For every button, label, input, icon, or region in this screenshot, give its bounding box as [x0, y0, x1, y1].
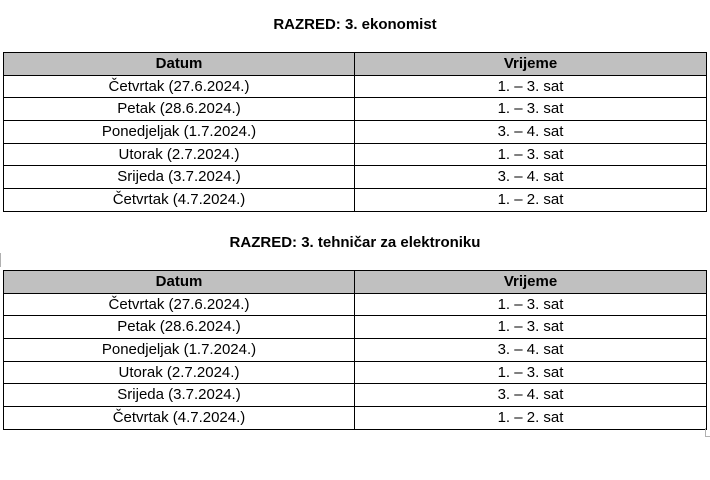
table-header-row: [4, 53, 707, 76]
paragraph-marker: [0, 253, 5, 267]
table-row: [4, 75, 707, 98]
table-row: [4, 98, 707, 121]
table-row: [4, 339, 707, 362]
date-cell: Ponedjeljak (1.7.2024.): [4, 121, 355, 144]
schedule-table-ekonomist: [3, 52, 707, 212]
date-cell: Utorak (2.7.2024.): [4, 143, 355, 166]
table-row: [4, 361, 707, 384]
table-row: [4, 293, 707, 316]
date-cell: Srijeda (3.7.2024.): [4, 384, 355, 407]
table-row: [4, 384, 707, 407]
section-title-elektronika: RAZRED: 3. tehničar za elektroniku: [229, 234, 481, 251]
table-end-marker: [705, 428, 710, 437]
table-header-row: [4, 271, 707, 294]
table-row: [4, 316, 707, 339]
table-row: [4, 189, 707, 212]
time-cell: 1. – 2. sat: [355, 407, 707, 430]
time-cell: 1. – 3. sat: [355, 316, 707, 339]
time-cell: 3. – 4. sat: [355, 384, 707, 407]
time-cell: 1. – 3. sat: [355, 75, 707, 98]
date-cell: Četvrtak (4.7.2024.): [4, 189, 355, 212]
date-cell: Petak (28.6.2024.): [4, 316, 355, 339]
table-row: [4, 121, 707, 144]
time-cell: 3. – 4. sat: [355, 339, 707, 362]
date-cell: Srijeda (3.7.2024.): [4, 166, 355, 189]
time-cell: 3. – 4. sat: [355, 166, 707, 189]
date-cell: Četvrtak (27.6.2024.): [4, 293, 355, 316]
time-cell: 1. – 3. sat: [355, 293, 707, 316]
table-row: [4, 166, 707, 189]
section-title-ekonomist: RAZRED: 3. ekonomist: [273, 16, 437, 33]
column-header-datum: Datum: [4, 271, 355, 294]
date-cell: Petak (28.6.2024.): [4, 98, 355, 121]
time-cell: 3. – 4. sat: [355, 121, 707, 144]
schedule-table-elektronika: [3, 270, 707, 430]
time-cell: 1. – 2. sat: [355, 189, 707, 212]
column-header-datum: Datum: [4, 53, 355, 76]
date-cell: Četvrtak (4.7.2024.): [4, 407, 355, 430]
time-cell: 1. – 3. sat: [355, 143, 707, 166]
table-row: [4, 407, 707, 430]
time-cell: 1. – 3. sat: [355, 361, 707, 384]
time-cell: 1. – 3. sat: [355, 98, 707, 121]
date-cell: Utorak (2.7.2024.): [4, 361, 355, 384]
column-header-vrijeme: Vrijeme: [355, 271, 707, 294]
column-header-vrijeme: Vrijeme: [355, 53, 707, 76]
date-cell: Četvrtak (27.6.2024.): [4, 75, 355, 98]
date-cell: Ponedjeljak (1.7.2024.): [4, 339, 355, 362]
table-row: [4, 143, 707, 166]
